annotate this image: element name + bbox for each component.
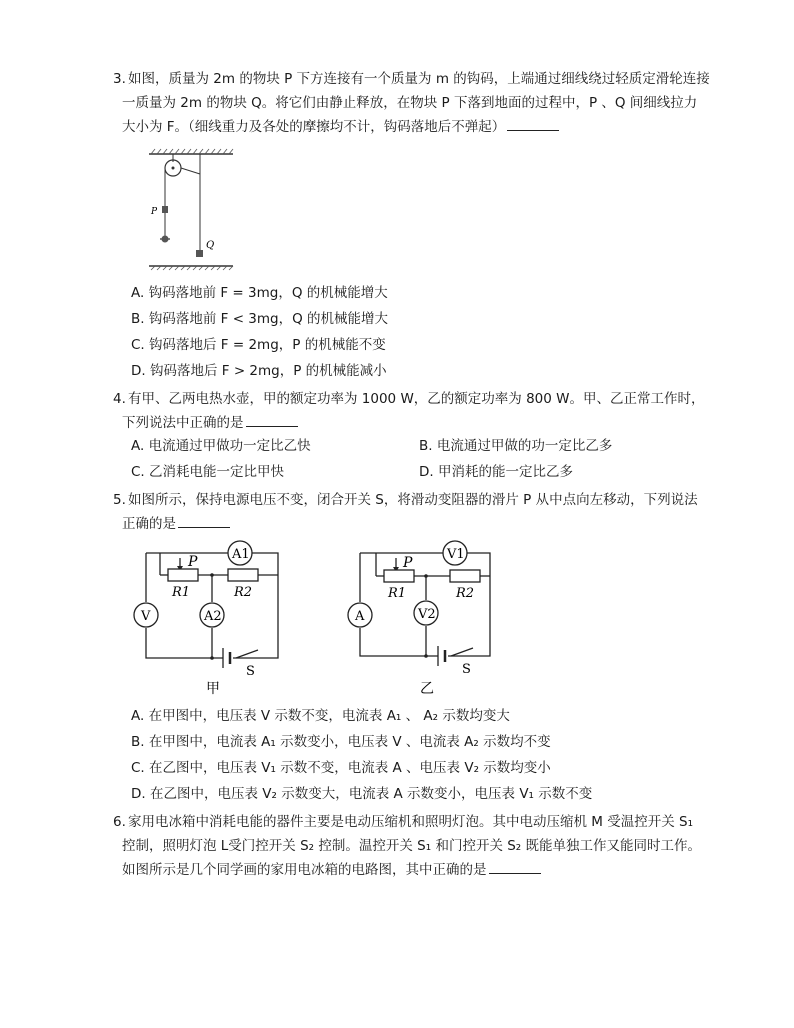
label-r2: R2 [234, 585, 253, 600]
label-a1: A1 [232, 547, 250, 562]
label-p: P [403, 555, 413, 571]
q3-line-2: 一质量为 2m 的物块 Q。将它们由静止释放，在物块 P 下落到地面的过程中，P 、Q 间细线拉力 [122, 95, 698, 111]
label-r1: R1 [388, 586, 407, 601]
q4-number: 4. [113, 391, 126, 407]
label-a: A [355, 609, 365, 624]
q3-line-3-text: 大小为 F。（细线重力及各处的摩擦均不计，钩码落地后不弹起） [122, 119, 506, 135]
circuit-diagram-jia [128, 540, 293, 700]
label-a2: A2 [204, 609, 222, 624]
q4-line-2 [122, 411, 298, 435]
block-p [162, 206, 168, 213]
q5-number: 5. [113, 492, 126, 508]
q3-number: 3. [113, 71, 126, 87]
q5-option-c[interactable]: C. 在乙图中，电压表 V₁ 示数不变，电流表 A 、电压表 V₂ 示数均变小 [131, 760, 551, 776]
q4-line-1: 有甲、乙两电热水壶，甲的额定功率为 1000 W，乙的额定功率为 800 W。甲、乙正常工作时， [128, 391, 705, 407]
q3-option-c[interactable]: C. 钩码落地后 F = 2mg，P 的机械能不变 [131, 337, 386, 353]
label-p: P [151, 207, 158, 217]
block-q [196, 250, 203, 257]
q3-option-a[interactable]: A. 钩码落地前 F = 3mg，Q 的机械能增大 [131, 285, 388, 301]
label-v1: V1 [447, 547, 465, 562]
q4-option-c[interactable]: C. 乙消耗电能一定比甲快 [131, 464, 285, 480]
label-q: Q [206, 240, 215, 251]
q4-answer-blank[interactable] [246, 412, 298, 427]
q5-line-2 [122, 512, 230, 536]
label-s: S [462, 662, 471, 677]
label-r1: R1 [172, 585, 191, 600]
q4-line-2-text: 下列说法中正确的是 [122, 415, 244, 431]
circuit-diagram-yi [340, 536, 505, 700]
q6-answer-blank[interactable] [489, 859, 541, 874]
label-s: S [246, 664, 255, 679]
q6-number: 6. [113, 814, 126, 830]
q3-line-3 [122, 115, 559, 139]
resistor-r1 [384, 570, 414, 582]
label-p: P [188, 554, 198, 570]
q3-answer-blank[interactable] [507, 116, 559, 131]
resistor-r2 [450, 570, 480, 582]
q4-option-a[interactable]: A. 电流通过甲做功一定比乙快 [131, 438, 311, 454]
caption-yi: 乙 [420, 681, 434, 697]
q3-pulley-figure [145, 148, 240, 272]
q5-line-2-text: 正确的是 [122, 516, 176, 532]
resistor-r1 [168, 569, 198, 581]
label-v2: V2 [418, 607, 436, 622]
q4-option-d[interactable]: D. 甲消耗的能一定比乙多 [419, 464, 573, 480]
q3-line-1: 如图，质量为 2m 的物块 P 下方连接有一个质量为 m 的钩码，上端通过细线绕过轻质定滑轮连接 [128, 71, 710, 87]
q6-line-3-text: 如图所示是几个同学画的家用电冰箱的电路图，其中正确的是 [122, 862, 487, 878]
q6-line-2: 控制，照明灯泡 L受门控开关 S₂ 控制。温控开关 S₁ 和门控开关 S₂ 既能单独工作又能同时工作。 [122, 838, 702, 854]
resistor-r2 [228, 569, 258, 581]
label-r2: R2 [456, 586, 475, 601]
q5-option-b[interactable]: B. 在甲图中，电流表 A₁ 示数变小，电压表 V 、电流表 A₂ 示数均不变 [131, 734, 551, 750]
q5-option-d[interactable]: D. 在乙图中，电压表 V₂ 示数变大，电流表 A 示数变小，电压表 V₁ 示数不变 [131, 786, 593, 802]
q5-line-1: 如图所示，保持电源电压不变，闭合开关 S，将滑动变阻器的滑片 P 从中点向左移动，下列说法 [128, 492, 698, 508]
q6-line-3 [122, 858, 541, 882]
q6-line-1: 家用电冰箱中消耗电能的器件主要是电动压缩机和照明灯泡。其中电动压缩机 M 受温控开关 S₁ [128, 814, 694, 830]
caption-jia: 甲 [206, 681, 220, 697]
q3-option-d[interactable]: D. 钩码落地后 F > 2mg，P 的机械能减小 [131, 363, 387, 379]
q5-option-a[interactable]: A. 在甲图中，电压表 V 示数不变，电流表 A₁ 、 A₂ 示数均变大 [131, 708, 510, 724]
q5-answer-blank[interactable] [178, 513, 230, 528]
q3-option-b[interactable]: B. 钩码落地前 F < 3mg，Q 的机械能增大 [131, 311, 389, 327]
label-v: V [141, 609, 151, 624]
q4-option-b[interactable]: B. 电流通过甲做的功一定比乙多 [419, 438, 613, 454]
